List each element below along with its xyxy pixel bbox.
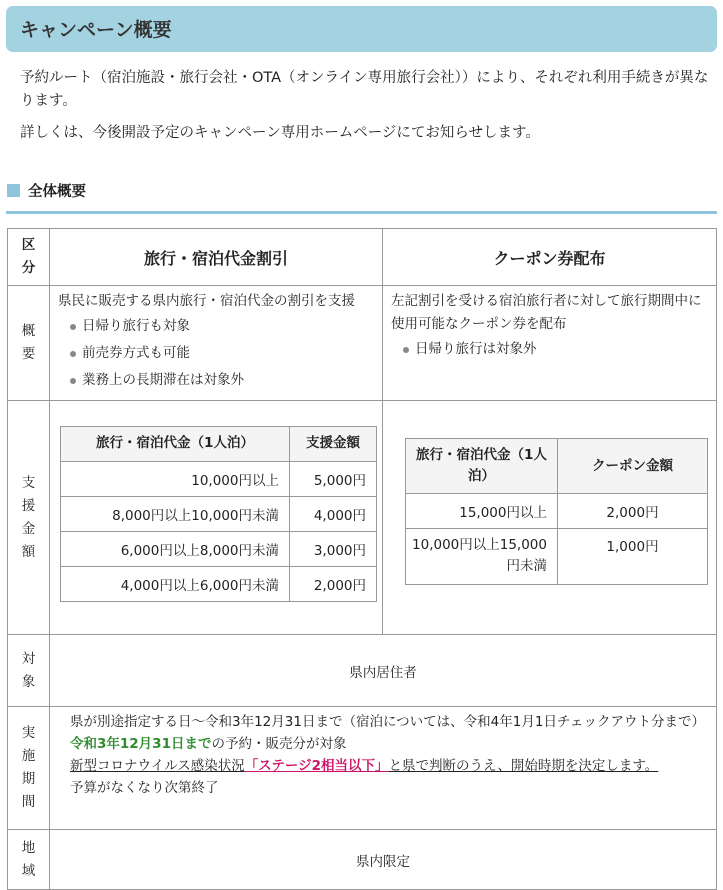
list-item: 日帰り旅行も対象 [82, 313, 374, 340]
section-heading [7, 180, 86, 200]
overview-label: 概要 [8, 286, 50, 401]
section-divider [6, 211, 717, 214]
period-line-4: 予算がなくなり次第終了 [70, 780, 219, 796]
table-header: 旅行・宿泊代金（1人泊） [61, 426, 290, 461]
overview-table [7, 228, 717, 890]
table-row: 10,000円以上15,000円未満 1,000円 [406, 529, 708, 585]
coupon-amount-table [405, 438, 708, 585]
discount-overview-text: 県民に販売する県内旅行・宿泊代金の割引を支援 [58, 293, 355, 309]
period-label: 実施期間 [8, 707, 50, 830]
overview-row [8, 286, 717, 401]
section-title: 全体概要 [28, 183, 86, 200]
table-header: 旅行・宿泊代金（1人泊） [406, 439, 558, 494]
period-cell [50, 707, 717, 830]
target-row [8, 635, 717, 707]
table-row: 4,000円以上6,000円未満 2,000円 [61, 566, 377, 601]
table-header: クーポン金額 [558, 439, 708, 494]
table-row: 15,000円以上 2,000円 [406, 494, 708, 529]
list-item: 前売券方式も可能 [82, 340, 374, 367]
support-row [8, 401, 717, 635]
list-item: 日帰り旅行は対象外 [415, 336, 708, 363]
target-value: 県内居住者 [50, 635, 717, 707]
area-label: 地域 [8, 830, 50, 890]
discount-overview-cell [50, 286, 383, 401]
table-header-row [8, 229, 717, 286]
area-row [8, 830, 717, 890]
discount-amount-table [60, 426, 377, 602]
square-bullet-icon [7, 184, 20, 197]
period-row [8, 707, 717, 830]
coupon-support-cell [383, 401, 717, 635]
table-header: 支援金額 [290, 426, 377, 461]
period-line-1: 県が別途指定する日～令和3年12月31日まで（宿泊については、令和4年1月1日チェックアウト分まで） [70, 714, 706, 730]
campaign-banner [6, 6, 717, 52]
intro-paragraph-1: 予約ルート（宿泊施設・旅行会社・OTA（オンライン専用旅行会社））により、それぞれ利用手続きが異なります。 [20, 70, 709, 109]
target-label: 対象 [8, 635, 50, 707]
coupon-overview-list [391, 336, 708, 363]
table-row: 8,000円以上10,000円未満 4,000円 [61, 496, 377, 531]
table-row: 10,000円以上 5,000円 [61, 461, 377, 496]
area-value: 県内限定 [50, 830, 717, 890]
discount-support-cell [50, 401, 383, 635]
period-line-3: 新型コロナウイルス感染状況「ステージ2相当以下」と県で判断のうえ、開始時期を決定します。 [70, 758, 659, 774]
discount-column-header: 旅行・宿泊代金割引 [50, 229, 383, 286]
list-item: 業務上の長期滞在は対象外 [82, 367, 374, 394]
page-title: キャンペーン概要 [20, 19, 172, 41]
period-line-2: 令和3年12月31日までの予約・販売分が対象 [70, 736, 347, 752]
category-header: 区分 [8, 229, 50, 286]
table-row: 6,000円以上8,000円未満 3,000円 [61, 531, 377, 566]
coupon-column-header: クーポン券配布 [383, 229, 717, 286]
support-label: 支援金額 [8, 401, 50, 635]
intro-paragraph-2: 詳しくは、今後開設予定のキャンペーン専用ホームページにてお知らせします。 [20, 125, 540, 141]
coupon-overview-text: 左記割引を受ける宿泊旅行者に対して旅行期間中に使用可能なクーポン券を配布 [391, 293, 702, 332]
discount-overview-list [58, 313, 374, 394]
intro-text [20, 67, 710, 154]
coupon-overview-cell [383, 286, 717, 401]
